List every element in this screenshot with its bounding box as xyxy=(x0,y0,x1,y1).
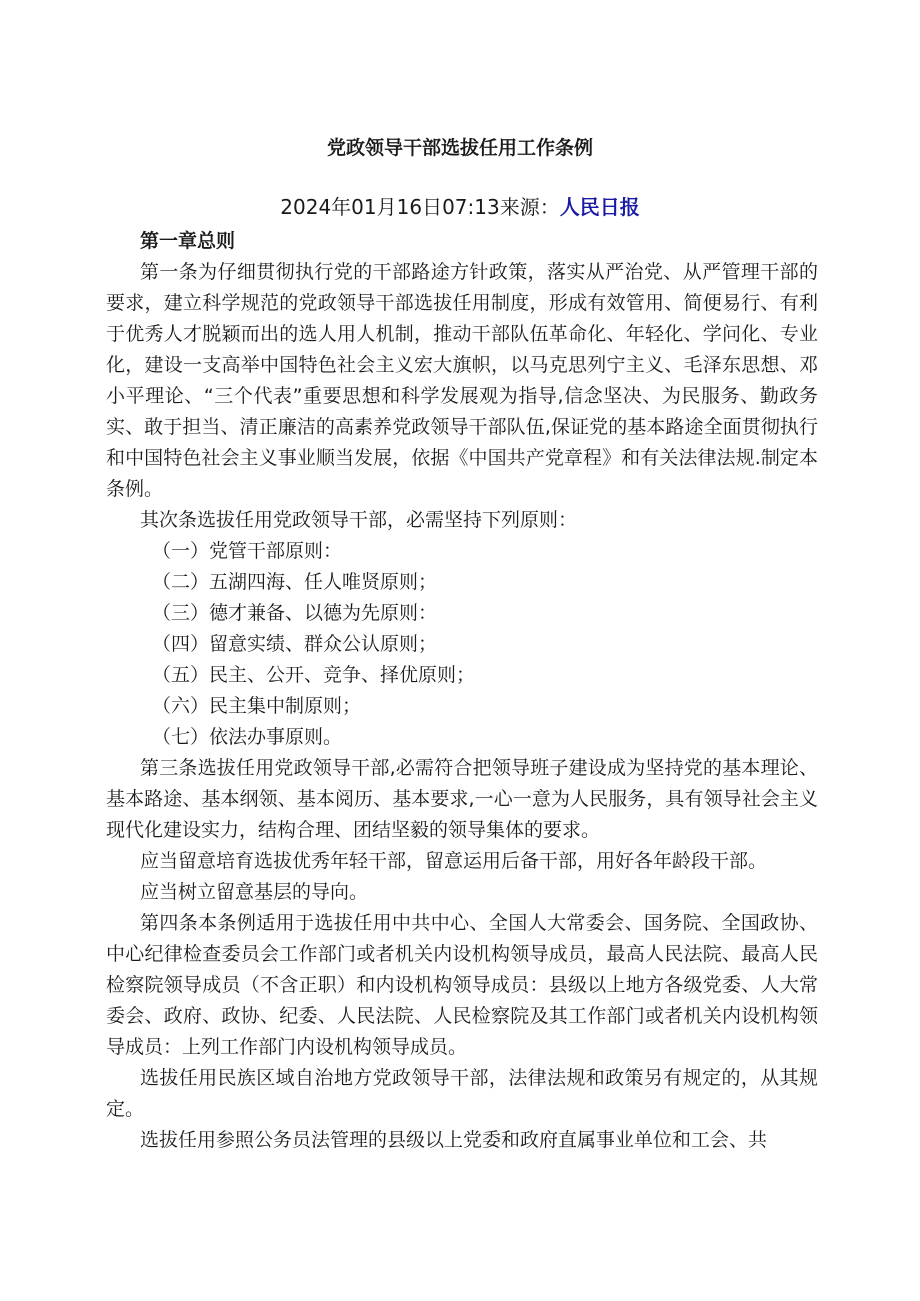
article-paragraph: 选拔任用民族区域自治地方党政领导干部，法律法规和政策另有规定的，从其规定。 xyxy=(106,1067,818,1120)
principle-item: （六）民主集中制原则； xyxy=(152,695,362,717)
principle-item: （七）依法办事原则。 xyxy=(152,726,343,748)
article-paragraph: 应当留意培育选拔优秀年轻干部，留意运用后备干部，用好各年龄段干部。 xyxy=(140,850,768,872)
document-body xyxy=(106,226,818,1156)
principle-item: （二）五湖四海、任人唯贤原则； xyxy=(152,571,438,593)
article-paragraph: 应当树立留意基层的导向。 xyxy=(140,881,369,903)
principle-item: （五）民主、公开、竞争、择优原则； xyxy=(152,664,476,686)
article-paragraph: 其次条选拔任用党政领导干部，必需坚持下列原则： xyxy=(140,509,578,531)
publish-date: 2024年01月16日07:13 xyxy=(280,195,500,219)
article-paragraph: 选拔任用参照公务员法管理的县级以上党委和政府直属事业单位和工会、共 xyxy=(140,1129,768,1151)
source-name: 人民日报 xyxy=(559,195,640,219)
chapter-heading: 第一章总则 xyxy=(140,230,236,252)
principle-item: （一）党管干部原则： xyxy=(152,540,343,562)
document-title: 党政领导干部选拔任用工作条例 xyxy=(326,137,593,159)
article-paragraph: 第三条选拔任用党政领导干部,必需符合把领导班子建设成为坚持党的基本理论、基本路途、基本纲领、基本阅历、基本要求,一心一意为人民服务，具有领导社会主义现代化建设实力，结构合理、团结坚毅的领导集体的要求。 xyxy=(106,757,818,841)
article-paragraph: 第一条为仔细贯彻执行党的干部路途方针政策，落实从严治党、从严管理干部的要求，建立科学规范的党政领导干部选拔任用制度，形成有效管用、简便易行、有利于优秀人才脱颖而出的选人用人机制，推动干部队伍革命化、年轻化、学问化、专业化，建设一支高举中国特色社会主义宏大旗帜，以马克思列宁主义、毛泽东思想、邓小平理论、“三个代表”重要思想和科学发展观为指导,信念坚决、为民服务、勤政务实、敢于担当、清正廉洁的高素养党政领导干部队伍,保证党的基本路途全面贯彻执行和中国特色社会主义事业顺当发展，依据《中国共产党章程》和有关法律法规.制定本条例。 xyxy=(106,261,818,500)
article-meta xyxy=(0,192,920,222)
principle-item: （三）德才兼备、以德为先原则： xyxy=(152,602,438,624)
article-paragraph: 第四条本条例适用于选拔任用中共中心、全国人大常委会、国务院、全国政协、中心纪律检查委员会工作部门或者机关内设机构领导成员，最高人民法院、最高人民检察院领导成员（不含正职）和内设机构领导成员：县级以上地方各级党委、人大常委会、政府、政协、纪委、人民法院、人民检察院及其工作部门或者机关内设机构领导成员：上列工作部门内设机构领导成员。 xyxy=(106,912,818,1058)
source-label: 来源： xyxy=(499,195,560,219)
principle-item: （四）留意实绩、群众公认原则； xyxy=(152,633,438,655)
